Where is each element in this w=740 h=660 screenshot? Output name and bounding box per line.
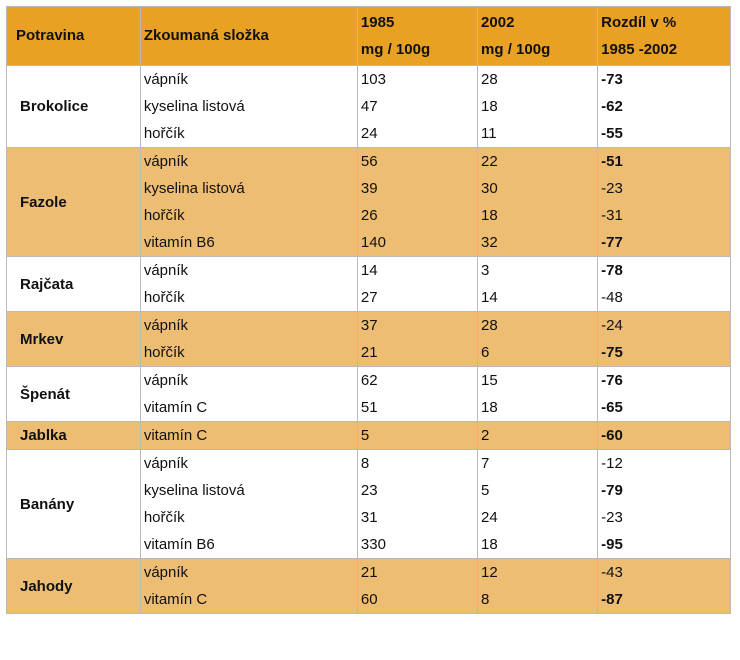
difference-value: -79 [601,482,623,499]
table-row [7,148,731,257]
component-value: kyselina listová [143,98,245,115]
food-name-cell: Jahody [7,559,141,614]
value-2002: 24 [481,509,498,526]
value-2002-cell [478,367,598,422]
value-2002: 8 [481,591,490,608]
component-value: vápník [143,455,189,472]
food-name-cell: Banány [7,450,141,559]
difference-value: -75 [601,344,623,361]
value-1985-cell [357,66,477,148]
component-value-cell [140,367,357,422]
value-1985: 5 [360,427,370,444]
value-2002: 18 [481,536,498,553]
difference-value-cell [598,148,731,257]
component-value: vápník [143,372,189,389]
table-row [7,422,731,450]
difference-value: -43 [601,564,623,581]
table-row [7,450,731,559]
difference-value-cell [598,367,731,422]
component-value: vápník [143,564,189,581]
difference-value: -48 [601,289,623,306]
value-1985: 24 [360,125,378,142]
difference-value: -12 [601,455,623,472]
value-1985-cell [357,422,477,450]
component-value: vitamín C [143,399,208,416]
component-value: vápník [143,153,189,170]
difference-value-cell [598,257,731,312]
value-2002: 3 [481,262,490,279]
header-2002 [478,7,598,66]
value-1985: 60 [360,591,378,608]
value-2002: 28 [481,71,498,88]
value-2002-cell [478,422,598,450]
difference-value: -62 [601,98,623,115]
table-header [7,7,731,66]
value-1985: 330 [360,536,386,553]
component-value: vápník [143,317,189,334]
component-value: vápník [143,71,189,88]
component-value-cell [140,450,357,559]
value-1985: 27 [360,289,378,306]
value-2002-cell [478,450,598,559]
value-2002-cell [478,312,598,367]
food-name-cell: Špenát [7,367,141,422]
value-1985: 26 [360,207,378,224]
header-2002-year: 2002 [481,14,515,31]
value-2002: 30 [481,180,498,197]
component-value: kyselina listová [143,180,245,197]
component-value: vitamín B6 [143,536,215,553]
component-value: vitamín B6 [143,234,215,251]
food-name-cell: Jablka [7,422,141,450]
value-2002-cell [478,559,598,614]
table-body [7,66,731,614]
value-1985: 103 [360,71,386,88]
value-1985: 37 [360,317,378,334]
value-1985: 21 [360,344,378,361]
difference-value-cell [598,66,731,148]
value-1985: 51 [360,399,378,416]
value-1985: 14 [360,262,378,279]
value-1985-cell [357,257,477,312]
difference-value: -23 [601,180,623,197]
value-2002: 22 [481,153,498,170]
value-1985: 39 [360,180,378,197]
difference-value: -51 [601,153,623,170]
component-value: hořčík [143,509,185,526]
difference-value: -23 [601,509,623,526]
component-value: hořčík [143,289,185,306]
value-1985: 56 [360,153,378,170]
table-row [7,312,731,367]
difference-value-cell [598,422,731,450]
value-1985: 8 [360,455,370,472]
value-2002-cell [478,257,598,312]
value-2002: 5 [481,482,490,499]
value-1985-cell [357,148,477,257]
value-2002: 12 [481,564,498,581]
value-2002: 7 [481,455,490,472]
food-name-cell: Rajčata [7,257,141,312]
value-2002: 28 [481,317,498,334]
difference-value: -77 [601,234,623,251]
table-row [7,66,731,148]
food-name-cell: Brokolice [7,66,141,148]
component-value: hořčík [143,344,185,361]
value-2002: 18 [481,207,498,224]
difference-value: -24 [601,317,623,334]
value-1985: 62 [360,372,378,389]
component-value: vitamín C [143,427,208,444]
value-2002-cell [478,66,598,148]
value-1985: 47 [360,98,378,115]
header-1985 [357,7,477,66]
difference-value: -55 [601,125,623,142]
value-1985-cell [357,450,477,559]
component-value: hořčík [143,207,185,224]
value-2002: 11 [481,125,497,142]
header-component: Zkoumaná složka [140,7,357,66]
component-value-cell [140,148,357,257]
value-2002: 15 [481,372,498,389]
header-row [7,7,731,66]
value-1985-cell [357,312,477,367]
component-value-cell [140,312,357,367]
value-2002: 32 [481,234,498,251]
component-value: vápník [143,262,189,279]
component-value-cell [140,559,357,614]
component-value-cell [140,66,357,148]
difference-value: -95 [601,536,623,553]
difference-value-cell [598,450,731,559]
difference-value: -78 [601,262,623,279]
food-name-cell: Fazole [7,148,141,257]
table-row [7,367,731,422]
component-value-cell [140,257,357,312]
value-2002: 2 [481,427,490,444]
difference-value: -31 [601,207,623,224]
food-name-cell: Mrkev [7,312,141,367]
value-1985-cell [357,367,477,422]
value-1985: 140 [360,234,386,251]
difference-value: -76 [601,372,623,389]
header-food: Potravina [7,7,141,66]
table-row [7,559,731,614]
header-difference-label: Rozdíl v % [601,14,677,31]
difference-value: -87 [601,591,623,608]
value-1985: 31 [360,509,378,526]
difference-value: -73 [601,71,623,88]
difference-value-cell [598,559,731,614]
difference-value: -65 [601,399,623,416]
component-value: vitamín C [143,591,208,608]
value-1985-cell [357,559,477,614]
value-1985: 21 [360,564,378,581]
difference-value: -60 [601,427,623,444]
table-row [7,257,731,312]
value-2002: 14 [481,289,498,306]
header-1985-year: 1985 [360,14,395,31]
header-difference-range: 1985 -2002 [601,41,678,58]
component-value-cell [140,422,357,450]
nutrient-table [6,6,731,614]
value-2002: 6 [481,344,490,361]
component-value: kyselina listová [143,482,245,499]
header-difference [598,7,731,66]
component-value: hořčík [143,125,185,142]
difference-value-cell [598,312,731,367]
value-2002: 18 [481,98,498,115]
value-1985: 23 [360,482,378,499]
value-2002: 18 [481,399,498,416]
value-2002-cell [478,148,598,257]
header-2002-unit: mg / 100g [481,41,551,58]
header-1985-unit: mg / 100g [360,41,431,58]
